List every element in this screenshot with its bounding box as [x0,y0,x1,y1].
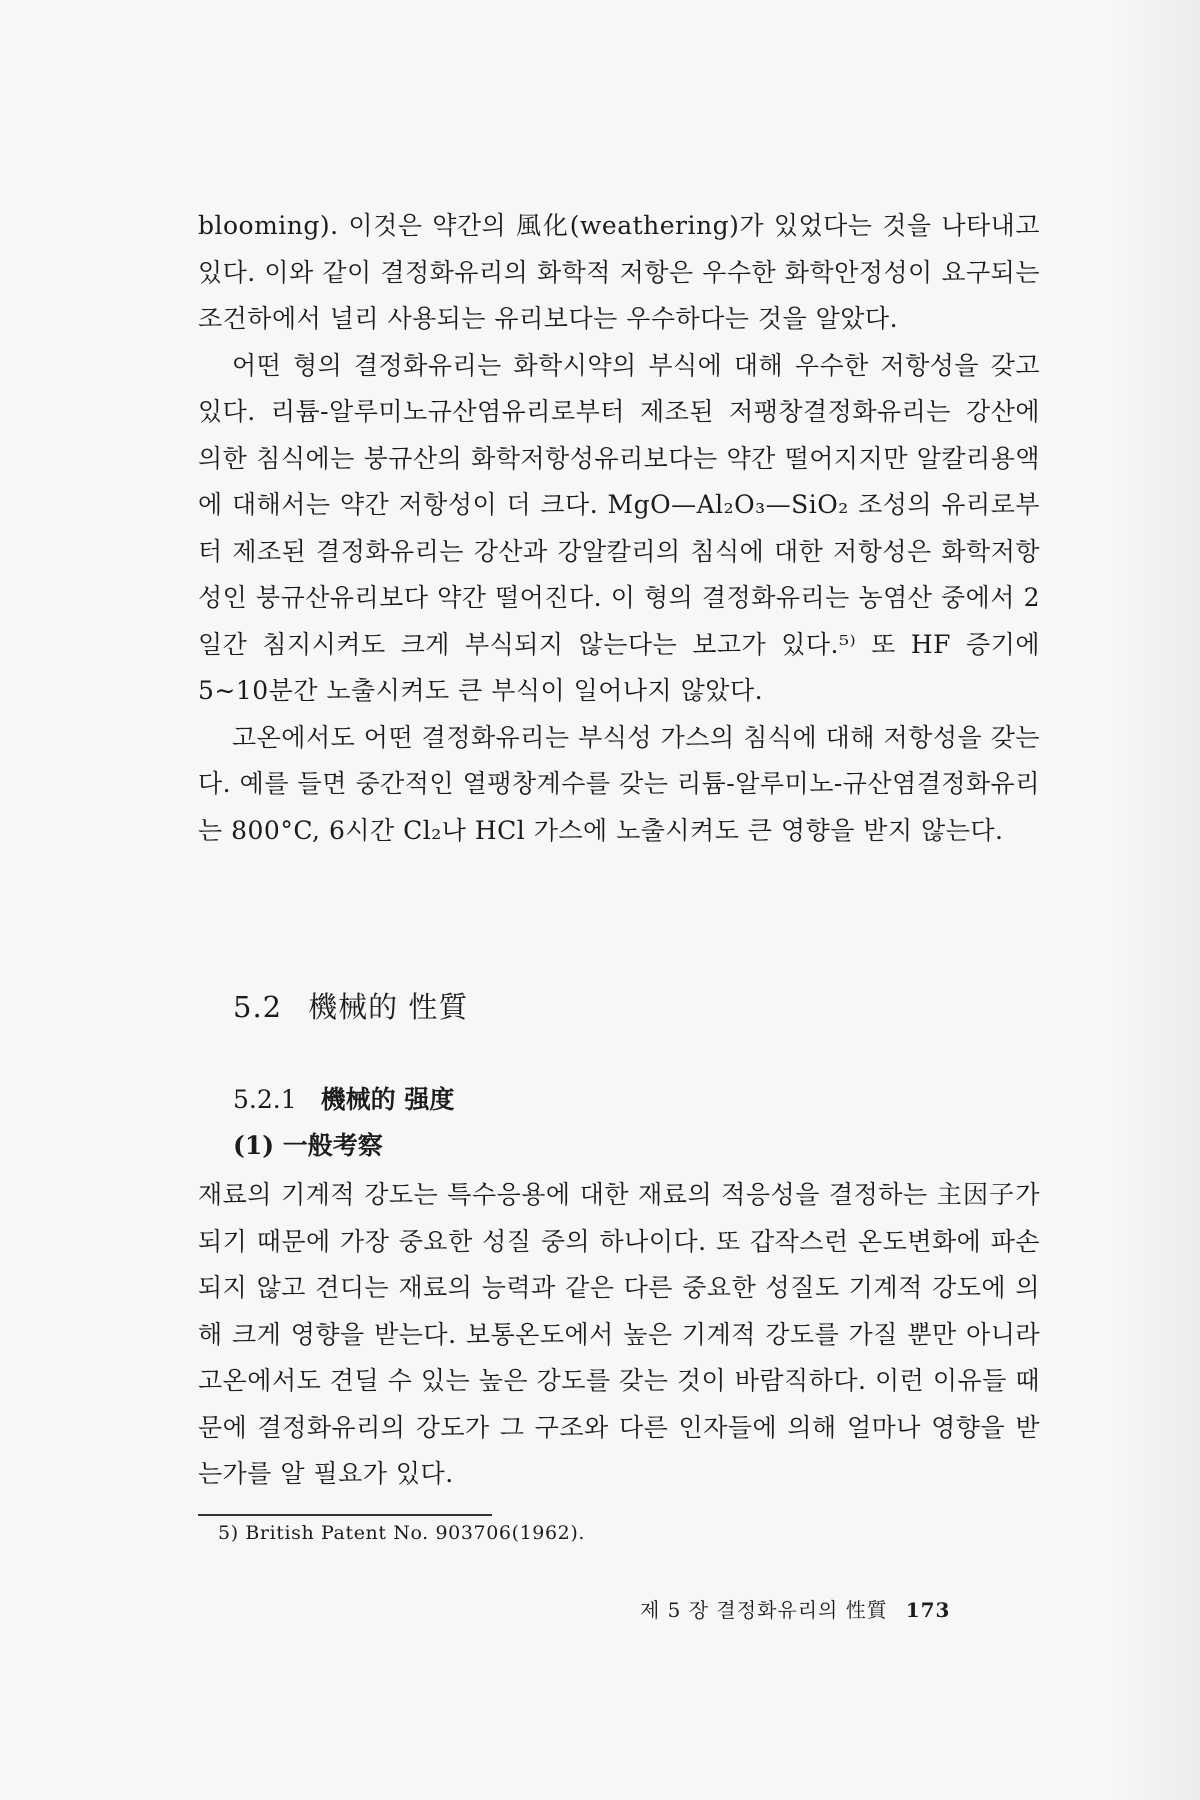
body-text-top [198,203,1040,854]
paragraph-mechanical-strength: 재료의 기계적 강도는 특수응용에 대한 재료의 적응성을 결정하는 主因子가 되기 때문에 가장 중요한 성질 중의 하나이다. 또 갑작스런 온도변화에 파손되지 않고 견디는 재료의 능력과 같은 다른 중요한 성질도 기계적 강도에 의해 크게 영향을 받는다. 보통온도에서 높은 기계적 강도를 가질 뿐만 아니라 고온에서도 견딜 수 있는 높은 강도를 갖는 것이 바람직하다. 이런 이유들 때문에 결정화유리의 강도가 그 구조와 다른 인자들에 의해 얼마나 영향을 받는가를 알 필요가 있다. [198,1180,1040,1488]
footnote-divider [198,1514,492,1516]
paragraph-continuation: blooming). 이것은 약간의 風化(weathering)가 있었다는 것을 나타내고 있다. 이와 같이 결정화유리의 화학적 저항은 우수한 화학안정성이 요구되는 조건하에서 널리 사용되는 유리보다는 우수하다는 것을 알았다. [198,211,1040,333]
subsection-heading [233,1080,454,1116]
page-number: 173 [905,1598,951,1622]
subsection-title: 機械的 强度 [320,1085,455,1114]
paragraph-high-temperature: 고온에서도 어떤 결정화유리는 부식성 가스의 침식에 대해 저항성을 갖는다. 예를 들면 중간적인 열팽창계수를 갖는 리튬-알루미노-규산염결정화유리는 800°C, 6시간 Cl₂나 HCl 가스에 노출시켜도 큰 영향을 받지 않는다. [198,722,1040,845]
section-heading [233,985,468,1026]
paragraph-chemical-reagents: 어떤 형의 결정화유리는 화학시약의 부식에 대해 우수한 저항성을 갖고 있다. 리튬-알루미노규산염유리로부터 제조된 저팽창결정화유리는 강산에 의한 침식에는 붕규산의 화학저항성유리보다는 약간 떨어지지만 알칼리용액에 대해서는 약간 저항성이 더 크다. MgO—Al₂O₃—SiO₂ 조성의 유리로부터 제조된 결정화유리는 강산과 강알칼리의 침식에 대한 저항성은 화학저항성인 붕규산유리보다 약간 떨어진다. 이 형의 결정화유리는 농염산 중에서 2일간 침지시켜도 크게 부식되지 않는다는 보고가 있다.⁵⁾ 또 HF 증기에 5∼10분간 노출시켜도 큰 부식이 일어나지 않았다. [198,350,1040,705]
page-gutter-shadow [1110,0,1200,1800]
body-text-bottom [198,1172,1040,1498]
chapter-title: 제 5 장 결정화유리의 性質 [640,1598,888,1622]
item-heading: (1) 一般考察 [233,1131,383,1160]
running-footer [640,1594,950,1623]
subsection-number: 5.2.1 [233,1085,297,1114]
footnote: 5) British Patent No. 903706(1962). [218,1522,586,1544]
section-number: 5.2 [233,990,283,1024]
section-title: 機械的 性質 [308,990,469,1024]
